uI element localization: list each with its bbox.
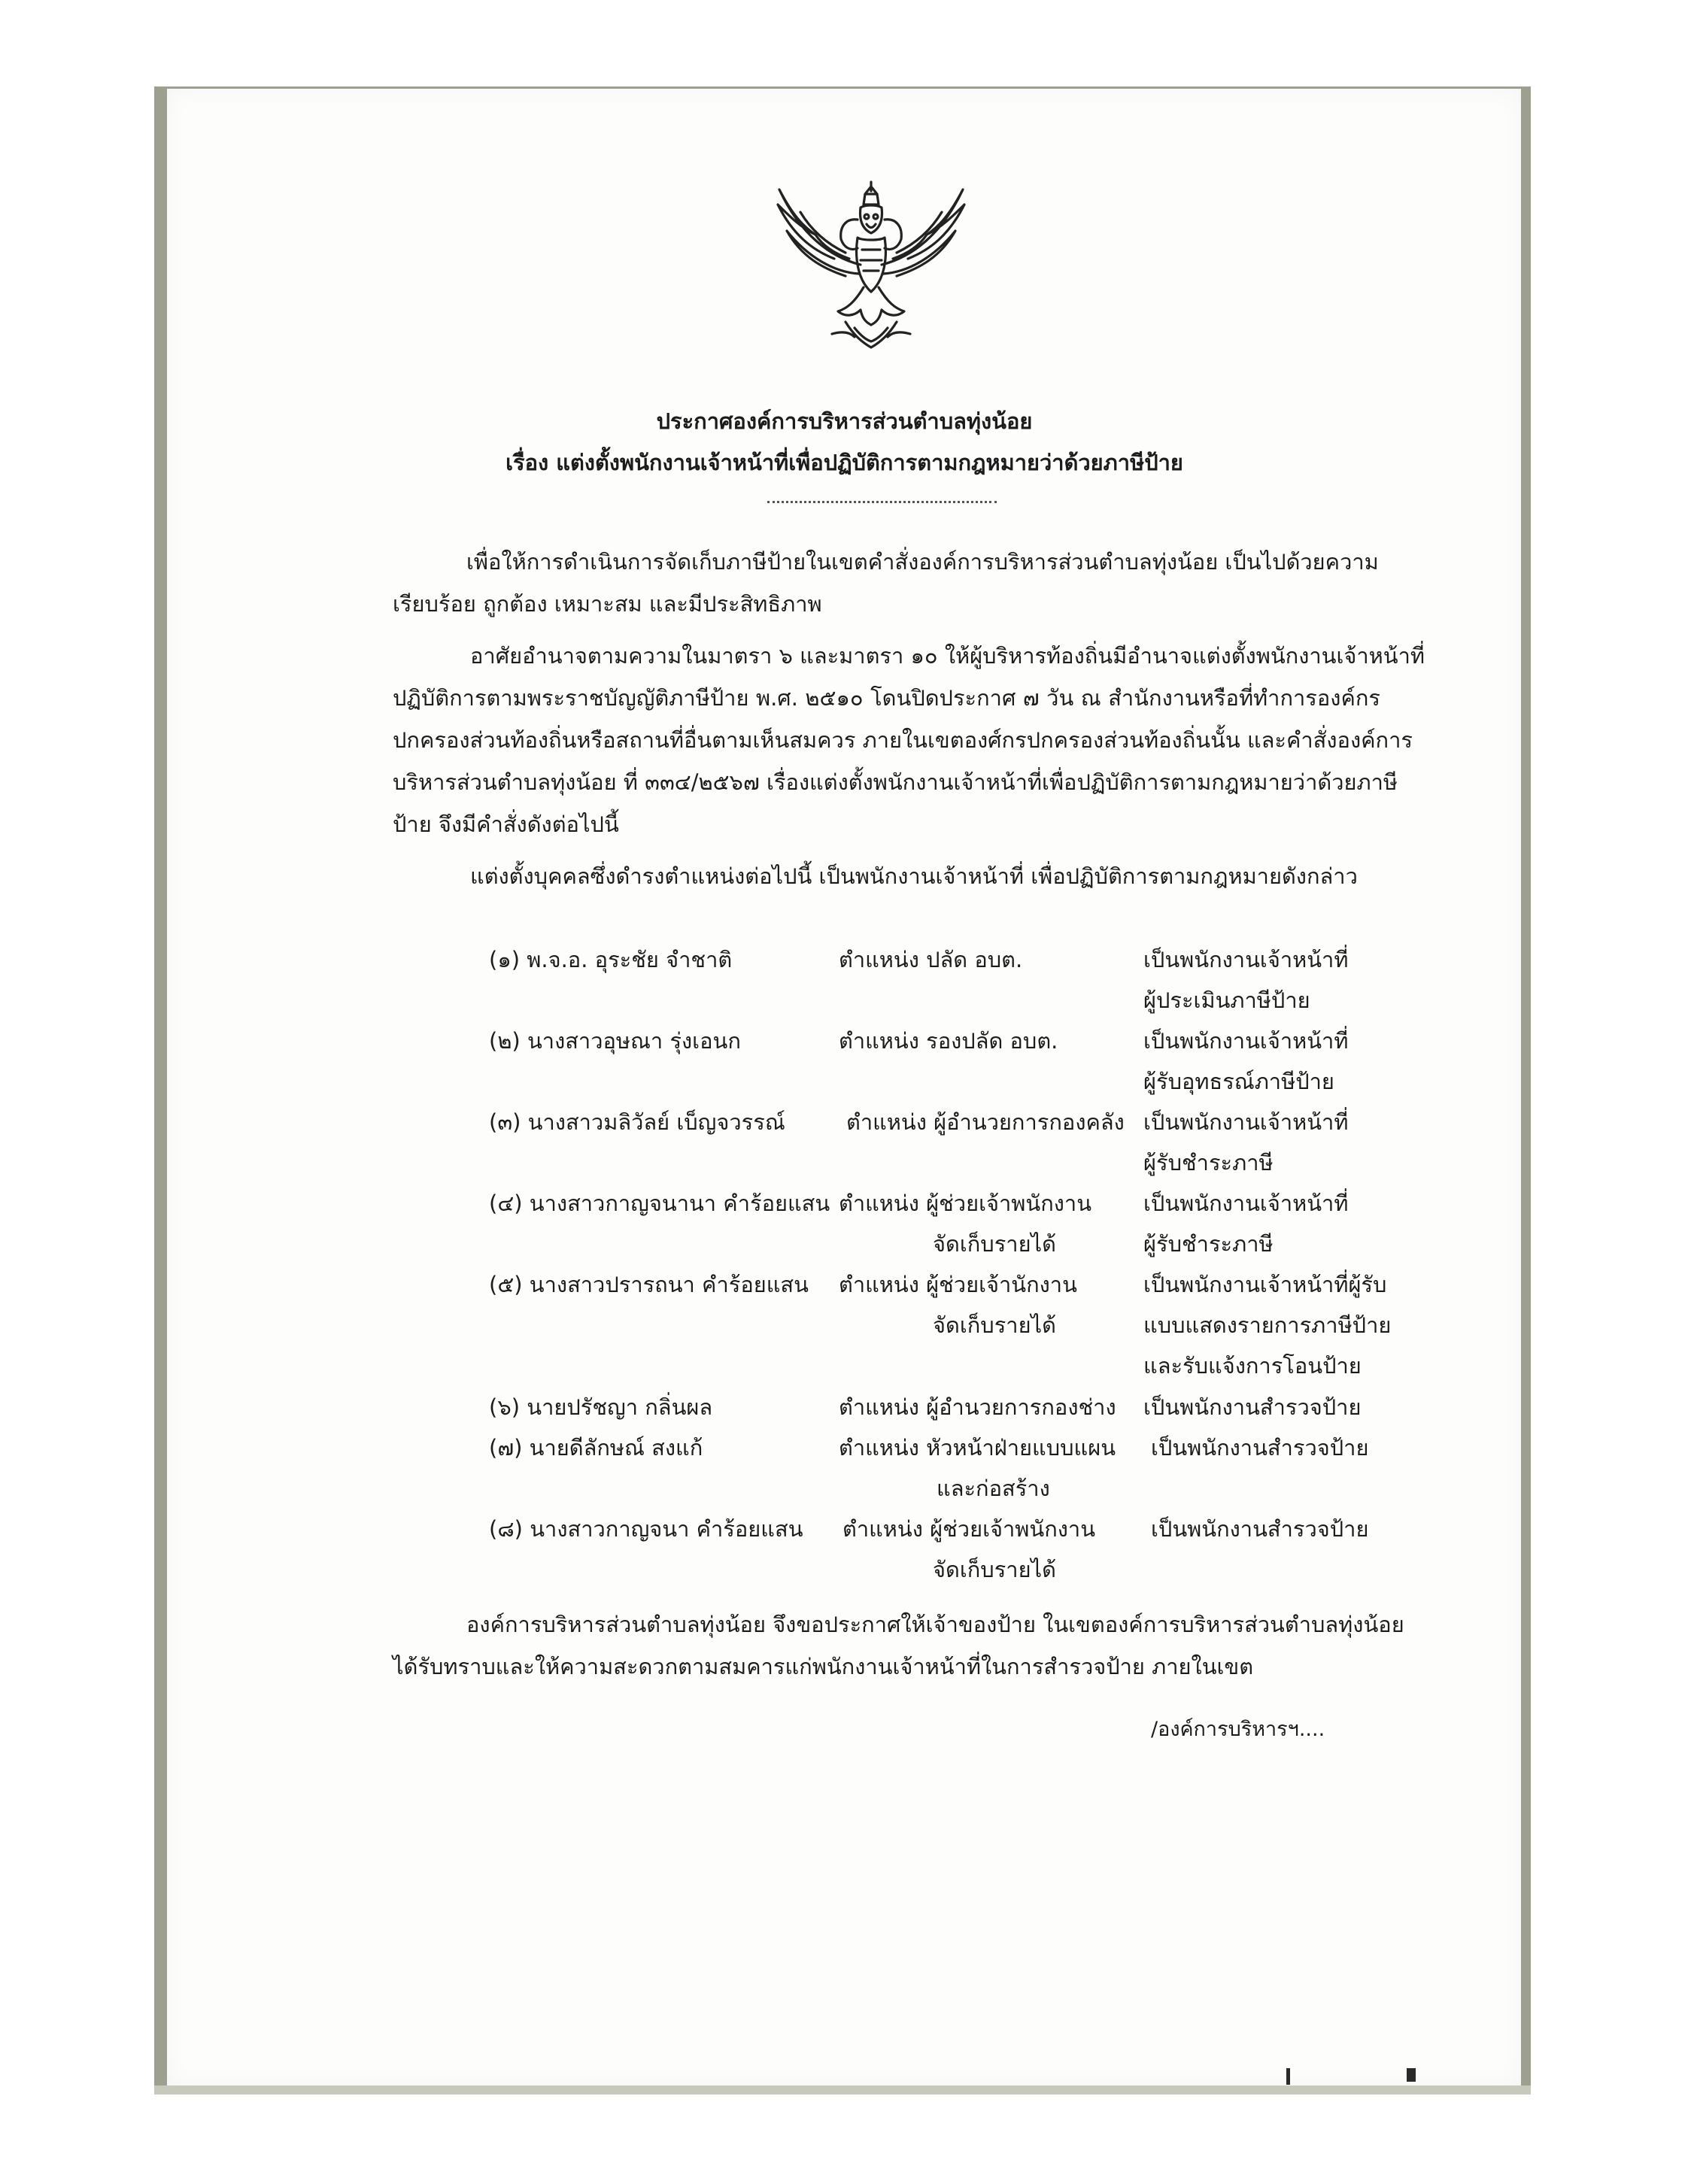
appointee-1-name: (๑) พ.จ.อ. อุระชัย จำชาติ bbox=[489, 947, 733, 972]
garuda-emblem-icon bbox=[770, 174, 972, 353]
appointee-6-name: (๖) นายปรัชญา กลิ่นผล bbox=[489, 1394, 713, 1420]
para2-line3: ปกครองส่วนท้องถิ่นหรือสถานที่อื่นตามเห็นสมควร ภายในเขตองศ์กรปกครองส่วนท้องถิ่นนั้น และคำสั่งองค์การ bbox=[393, 727, 1413, 753]
appointee-5-role-line1: เป็นพนักงานเจ้าหน้าที่ผู้รับ bbox=[1143, 1272, 1387, 1297]
appointee-3-name: (๓) นางสาวมลิวัลย์ เบ็ญจวรรณ์ bbox=[489, 1109, 785, 1135]
closing-line2: ได้รับทราบและให้ความสะดวกตามสมคารแก่พนักงานเจ้าหน้าที่ในการสำรวจป้าย ภายในเขต bbox=[393, 1654, 1254, 1679]
appointee-4-name: (๔) นางสาวกาญจนานา คำร้อยแสน bbox=[489, 1191, 830, 1216]
appointee-8-position-line2: จัดเก็บรายได้ bbox=[933, 1557, 1056, 1582]
appointee-4-role-line2: ผู้รับชำระภาษี bbox=[1143, 1231, 1274, 1257]
appointee-5-role-line3: และรับแจ้งการโอนป้าย bbox=[1143, 1353, 1362, 1379]
title-divider bbox=[767, 501, 997, 503]
appointee-2-role-line1: เป็นพนักงานเจ้าหน้าที่ bbox=[1143, 1028, 1349, 1054]
page-bottom-edge bbox=[154, 2085, 1531, 2095]
appointee-4-role-line1: เป็นพนักงานเจ้าหน้าที่ bbox=[1143, 1191, 1349, 1216]
appointee-6-role: เป็นพนักงานสำรวจป้าย bbox=[1143, 1394, 1362, 1420]
appointee-4-position-line1: ตำแหน่ง ผู้ช่วยเจ้าพนักงาน bbox=[839, 1191, 1092, 1216]
appointee-7-name: (๗) นายดีลักษณ์ สงแก้ bbox=[489, 1435, 703, 1461]
appointee-5-role-line2: แบบแสดงรายการภาษีป้าย bbox=[1143, 1312, 1392, 1338]
appointee-2-name: (๒) นางสาวอุษณา รุ่งเอนก bbox=[489, 1028, 741, 1054]
announcement-title: ประกาศองค์การบริหารส่วนตำบลทุ่งน้อย bbox=[656, 408, 1033, 434]
appointee-1-role-line1: เป็นพนักงานเจ้าหน้าที่ bbox=[1143, 947, 1349, 972]
appointee-8-position-line1: ตำแหน่ง ผู้ช่วยเจ้าพนักงาน bbox=[842, 1516, 1096, 1542]
para2-line4: บริหารส่วนตำบลทุ่งน้อย ที่ ๓๓๔/๒๕๖๗ เรื่องแต่งตั้งพนักงานเจ้าหน้าที่เพื่อปฏิบัติการตามกฎหมายว่าด้วยภาษี bbox=[393, 769, 1398, 795]
appointee-5-position-line1: ตำแหน่ง ผู้ช่วยเจ้านักงาน bbox=[839, 1272, 1077, 1297]
scan-speck bbox=[1407, 2068, 1416, 2082]
appointee-1-role-line2: ผู้ประเมินภาษีป้าย bbox=[1143, 987, 1310, 1013]
para2-line2: ปฏิบัติการตามพระราชบัญญัติภาษีป้าย พ.ศ. ๒๕๑๐ โดนปิดประกาศ ๗ วัน ณ สำนักงานหรือที่ทำการองค์กร bbox=[393, 685, 1380, 711]
appointee-7-position-line1: ตำแหน่ง หัวหน้าฝ่ายแบบแผน bbox=[839, 1435, 1116, 1461]
appointee-4-position-line2: จัดเก็บรายได้ bbox=[933, 1231, 1056, 1257]
appointee-1-position: ตำแหน่ง ปลัด อบต. bbox=[839, 947, 1023, 972]
appointee-8-name: (๘) นางสาวกาญจนา คำร้อยแสน bbox=[489, 1516, 803, 1542]
appointee-7-position-line2: และก่อสร้าง bbox=[937, 1476, 1050, 1501]
appointee-5-name: (๕) นางสาวปรารถนา คำร้อยแสน bbox=[489, 1272, 809, 1297]
para2-line1: อาศัยอำนาจตามความในมาตรา ๖ และมาตรา ๑๐ ให้ผู้บริหารท้องถิ่นมีอำนาจแต่งตั้งพนักงานเจ้าหน้าที่ bbox=[470, 643, 1425, 669]
para2-line5: ป้าย จึงมีคำสั่งดังต่อไปนี้ bbox=[393, 811, 619, 837]
para1-line1: เพื่อให้การดำเนินการจัดเก็บภาษีป้ายในเขตคำสั่งองค์การบริหารส่วนตำบลทุ่งน้อย เป็นไปด้วยความ bbox=[466, 549, 1379, 575]
appointee-8-role: เป็นพนักงานสำรวจป้าย bbox=[1151, 1516, 1369, 1542]
announcement-subject: เรื่อง แต่งตั้งพนักงานเจ้าหน้าที่เพื่อปฏิบัติการตามกฎหมายว่าด้วยภาษีป้าย bbox=[505, 450, 1183, 475]
appointee-5-position-line2: จัดเก็บรายได้ bbox=[933, 1312, 1056, 1338]
scan-speck bbox=[1286, 2068, 1290, 2085]
appointee-6-position: ตำแหน่ง ผู้อำนวยการกองช่าง bbox=[839, 1394, 1116, 1420]
continuation-note: /องค์การบริหารฯ.... bbox=[1151, 1718, 1325, 1741]
para1-line2: เรียบร้อย ถูกต้อง เหมาะสม และมีประสิทธิภาพ bbox=[393, 591, 822, 617]
appointee-3-role-line1: เป็นพนักงานเจ้าหน้าที่ bbox=[1143, 1109, 1349, 1135]
appointee-7-role: เป็นพนักงานสำรวจป้าย bbox=[1151, 1435, 1369, 1461]
appointee-2-position: ตำแหน่ง รองปลัด อบต. bbox=[839, 1028, 1058, 1054]
appointee-2-role-line2: ผู้รับอุทธรณ์ภาษีป้าย bbox=[1143, 1069, 1334, 1094]
para3: แต่งตั้งบุคคลซึ่งดำรงตำแหน่งต่อไปนี้ เป็นพนักงานเจ้าหน้าที่ เพื่อปฏิบัติการตามกฎหมายดังกล่าว bbox=[470, 863, 1358, 889]
appointee-3-position: ตำแหน่ง ผู้อำนวยการกองคลัง bbox=[846, 1109, 1125, 1135]
appointee-3-role-line2: ผู้รับชำระภาษี bbox=[1143, 1150, 1274, 1175]
closing-line1: องค์การบริหารส่วนตำบลทุ่งน้อย จึงขอประกาศให้เจ้าของป้าย ในเขตองค์การบริหารส่วนตำบลทุ่งน้อย bbox=[466, 1612, 1404, 1637]
